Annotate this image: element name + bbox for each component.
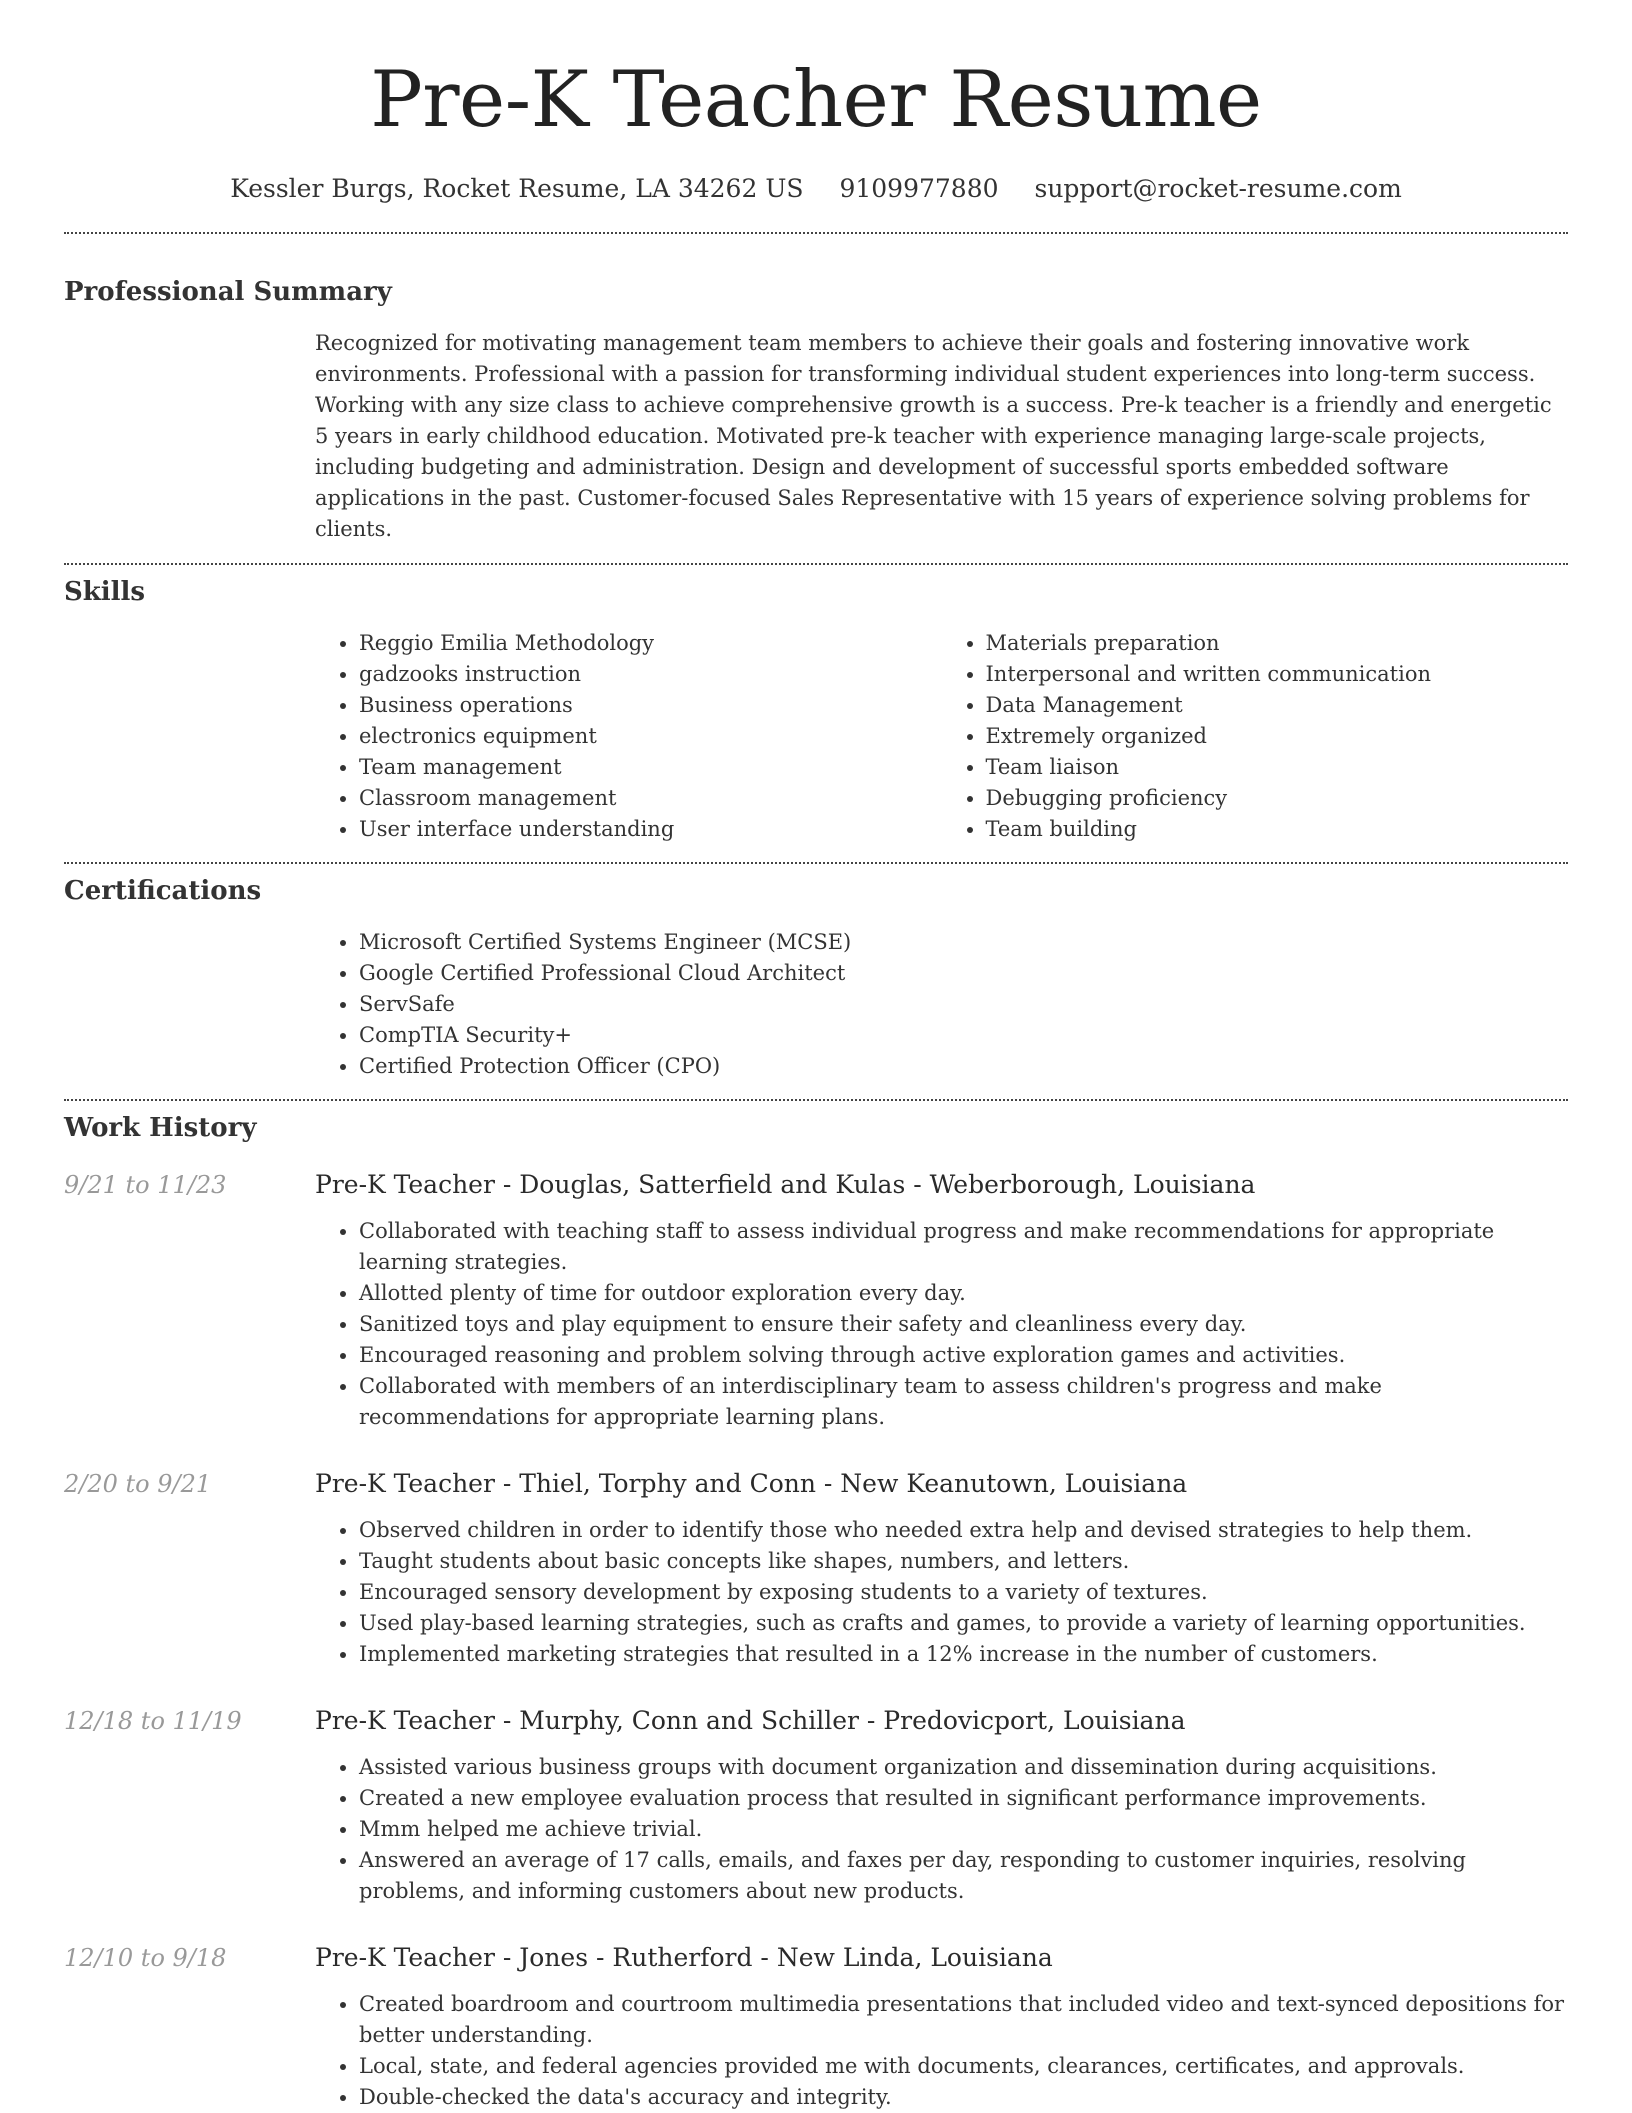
skill-item: • Classroom management	[359, 783, 942, 814]
job-dates: 12/10 to 9/18	[64, 1944, 227, 1972]
job-bullets	[315, 1752, 1568, 1907]
job-dates: 9/21 to 11/23	[64, 1171, 227, 1199]
job-bullet: • Local, state, and federal agencies provided me with documents, clearances, certificates, and approvals.	[359, 2051, 1568, 2082]
divider	[64, 232, 1568, 234]
job-bullet: • Allotted plenty of time for outdoor exploration every day.	[359, 1278, 1568, 1309]
job-dates: 12/18 to 11/19	[64, 1707, 242, 1735]
job-bullets	[315, 1515, 1568, 1670]
work-heading: Work History	[64, 1113, 257, 1143]
certification-item: • CompTIA Security+	[359, 1020, 1568, 1051]
skill-item: • Interpersonal and written communication	[986, 659, 1569, 690]
summary-section	[64, 275, 1568, 545]
skill-item: • gadzooks instruction	[359, 659, 942, 690]
job-bullet: • Encouraged sensory development by exposing students to a variety of textures.	[359, 1577, 1568, 1608]
job-bullet: • Encouraged reasoning and problem solving through active exploration games and activities.	[359, 1340, 1568, 1371]
summary-heading: Professional Summary	[64, 277, 392, 307]
job-bullet: • Collaborated with teaching staff to assess individual progress and make recommendations for appropriate learning strategies.	[359, 1216, 1568, 1278]
skill-item: • Team management	[359, 752, 942, 783]
divider	[64, 862, 1568, 864]
skills-list-left	[315, 628, 942, 845]
summary-text: Recognized for motivating management team members to achieve their goals and fostering innovative work environments. Professional with a passion for transforming individual student experiences into long-term success. Working with any size class to achieve comprehensive growth is a success. Pre-k teacher is a friendly and energetic 5 years in early childhood education. Motivated pre-k teacher with experience managing large-scale projects, including budgeting and administration. Design and development of successful sports embedded software applications in the past. Customer-focused Sales Representative with 15 years of experience solving problems for clients.	[315, 331, 1552, 541]
certification-item: • Certified Protection Officer (CPO)	[359, 1051, 1568, 1082]
contact-email: support@rocket-resume.com	[1034, 174, 1402, 203]
certification-item: • Google Certified Professional Cloud Architect	[359, 958, 1568, 989]
resume-title: Pre-K Teacher Resume	[370, 55, 1262, 145]
job-bullet: • Created boardroom and courtroom multimedia presentations that included video and text-synced depositions for better understanding.	[359, 1989, 1568, 2051]
job-dates: 2/20 to 9/21	[64, 1470, 212, 1498]
contact-address: Kessler Burgs, Rocket Resume, LA 34262 US	[230, 174, 804, 203]
job-bullets	[315, 1989, 1568, 2113]
job-bullets	[315, 1216, 1568, 1433]
job-bullet: • Observed children in order to identify those who needed extra help and devised strategies to help them.	[359, 1515, 1568, 1546]
skills-heading: Skills	[64, 577, 146, 607]
job-bullet: • Used play-based learning strategies, such as crafts and games, to provide a variety of learning opportunities.	[359, 1608, 1568, 1639]
skills-columns	[315, 628, 1568, 845]
job-title: Pre-K Teacher - Thiel, Torphy and Conn - New Keanutown, Louisiana	[315, 1469, 1188, 1498]
job-bullet: • Implemented marketing strategies that resulted in a 12% increase in the number of customers.	[359, 1639, 1568, 1670]
skills-section	[64, 575, 1568, 845]
skill-item: • Team liaison	[986, 752, 1569, 783]
skill-item: • Data Management	[986, 690, 1569, 721]
job-bullet: • Created a new employee evaluation process that resulted in significant performance improvements.	[359, 1783, 1568, 1814]
job-details	[315, 1752, 1568, 1907]
job-bullet: • Mmm helped me achieve trivial.	[359, 1814, 1568, 1845]
skill-item: • Business operations	[359, 690, 942, 721]
certification-item: • Microsoft Certified Systems Engineer (MCSE)	[359, 927, 1568, 958]
skill-item: • Reggio Emilia Methodology	[359, 628, 942, 659]
certifications-section	[64, 874, 1568, 1082]
job-entry	[64, 1941, 1568, 2113]
job-title: Pre-K Teacher - Douglas, Satterfield and Kulas - Weberborough, Louisiana	[315, 1170, 1256, 1199]
skill-item: • electronics equipment	[359, 721, 942, 752]
job-bullet: • Taught students about basic concepts like shapes, numbers, and letters.	[359, 1546, 1568, 1577]
job-entry	[64, 1467, 1568, 1670]
skill-item: • User interface understanding	[359, 814, 942, 845]
job-details	[315, 1515, 1568, 1670]
contact-phone: 9109977880	[839, 174, 999, 203]
job-details	[315, 1989, 1568, 2113]
certifications-list	[315, 927, 1568, 1082]
skills-list-right	[942, 628, 1569, 845]
job-bullet: • Collaborated with members of an interdisciplinary team to assess children's progress and make recommendations for appropriate learning plans.	[359, 1371, 1568, 1433]
job-bullet: • Assisted various business groups with document organization and dissemination during acquisitions.	[359, 1752, 1568, 1783]
job-bullet: • Double-checked the data's accuracy and integrity.	[359, 2082, 1568, 2113]
job-bullet: • Answered an average of 17 calls, emails, and faxes per day, responding to customer inquiries, resolving problems, and informing customers about new products.	[359, 1845, 1568, 1907]
job-bullet: • Sanitized toys and play equipment to ensure their safety and cleanliness every day.	[359, 1309, 1568, 1340]
job-title: Pre-K Teacher - Jones - Rutherford - New Linda, Louisiana	[315, 1943, 1053, 1972]
certifications-heading: Certifications	[64, 876, 262, 906]
certification-item: • ServSafe	[359, 989, 1568, 1020]
job-title: Pre-K Teacher - Murphy, Conn and Schiller - Predovicport, Louisiana	[315, 1706, 1186, 1735]
job-entry	[64, 1168, 1568, 1433]
skill-item: • Team building	[986, 814, 1569, 845]
job-entry	[64, 1704, 1568, 1907]
certifications-body	[315, 927, 1568, 1082]
skill-item: • Debugging proficiency	[986, 783, 1569, 814]
job-details	[315, 1216, 1568, 1433]
skill-item: • Extremely organized	[986, 721, 1569, 752]
skill-item: • Materials preparation	[986, 628, 1569, 659]
work-section	[64, 1111, 1568, 2113]
divider	[64, 563, 1568, 565]
contact-line	[64, 172, 1568, 206]
divider	[64, 1099, 1568, 1101]
